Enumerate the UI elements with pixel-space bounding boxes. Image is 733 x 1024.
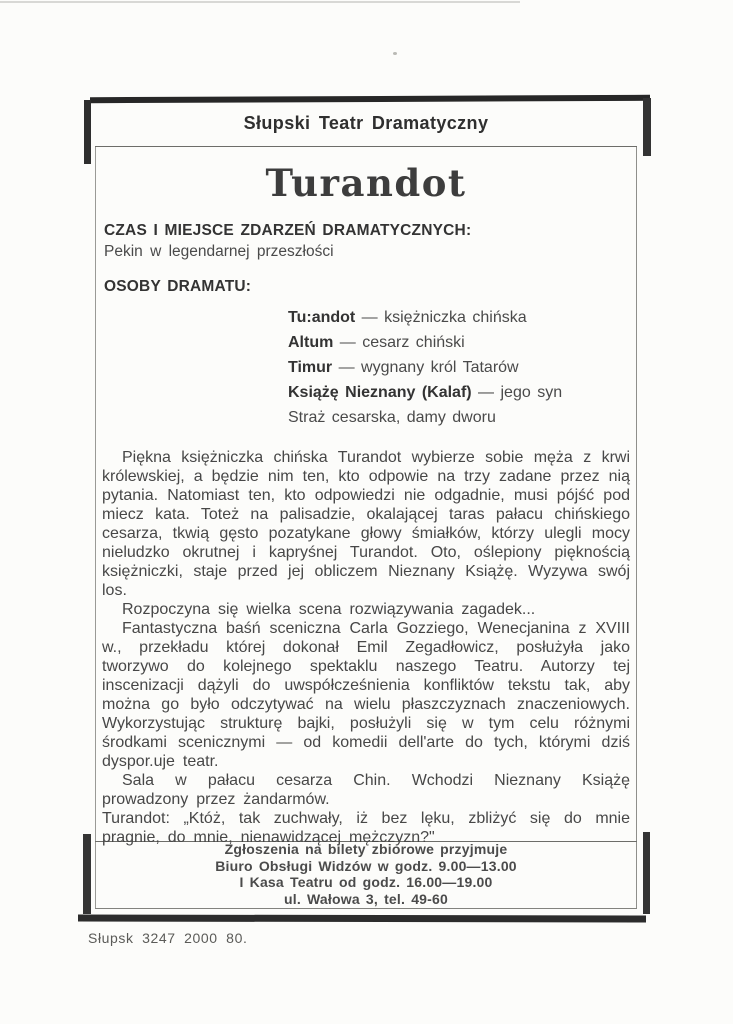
cast-separator: —	[333, 334, 363, 351]
cast-row	[288, 380, 630, 405]
cast-row	[288, 405, 630, 430]
frame-right-bottom-bar	[643, 832, 650, 914]
box-office-line: I Kasa Teatru od godz. 16.00—19.00	[239, 874, 493, 890]
cast-separator: —	[471, 384, 501, 401]
frame-left-bottom-bar	[83, 834, 91, 914]
frame-bottom-inner-rule	[95, 908, 637, 909]
header-box	[88, 100, 644, 146]
cast-role: Straż cesarska, damy dworu	[288, 409, 496, 426]
poster-frame	[88, 100, 644, 918]
box-office-notice	[96, 841, 636, 907]
synopsis	[102, 448, 630, 847]
frame-right-rule	[636, 146, 637, 908]
theater-name: Słupski Teatr Dramatyczny	[243, 112, 489, 133]
cast-list	[288, 305, 630, 430]
synopsis-quote-line: Turandot: „Któż, tak zuchwały, iż bez lęku, zbliżyć się do mnie pragnie, do mnie, nienawidzącej mężczyzn?"	[102, 810, 630, 846]
scan-edge-artifact	[0, 1, 520, 3]
box-office-line: Zgłoszenia na bilety zbiorowe przyjmuje	[224, 841, 508, 857]
box-office-line: Biuro Obsługi Widzów w godz. 9.00—13.00	[215, 857, 517, 874]
cast-row	[288, 330, 630, 355]
cast-name: Tu:andot	[288, 309, 356, 326]
time-place-value: Pekin w legendarnej przeszłości	[104, 243, 334, 260]
cast-role: cesarz chiński	[362, 334, 465, 351]
cast-row	[288, 305, 630, 330]
scan-speck-artifact	[393, 52, 397, 55]
cast-role: wygnany król Tatarów	[361, 359, 519, 376]
cast-separator: —	[332, 359, 362, 376]
box-office-line: ul. Wałowa 3, tel. 49-60	[284, 890, 448, 907]
cast-role: jego syn	[500, 384, 563, 401]
synopsis-paragraph: Piękna księżniczka chińska Turandot wybierze sobie męża z krwi królewskiej, a będzie nim ten, kto odpowie na trzy zadane przez nią pytania. Natomiast ten, kto odpowiedzi nie odgadnie, musi pójść pod miecz kata. Toteż na palisadzie, okalającej taras pałacu chińskiego cesarza, tkwią gęsto pozatykane głowy śmiałków, którzy ulegli mocy nieludzko okrutnej i kapryśnej Turandot. Oto, oślepiony pięknością księżniczki, staje przed jej obliczem Nieznany Książę. Wyzywa swój los.	[102, 449, 630, 599]
synopsis-paragraph: Sala w pałacu cesarza Chin. Wchodzi Nieznany Książę prowadzony przez żandarmów.	[102, 772, 630, 808]
cast-name: Timur	[288, 359, 333, 376]
play-title: Turandot	[265, 161, 467, 205]
print-imprint: Słupsk 3247 2000 80.	[88, 930, 248, 946]
cast-name: Książę Nieznany (Kalaf)	[288, 384, 472, 401]
cast-row	[288, 355, 630, 380]
synopsis-paragraph: Fantastyczna baśń sceniczna Carla Gozziego, Wenecjanina z XVIII w., przekładu której dokonał Emil Zegadłowicz, posłużyła jako tworzywo do kolejnego spektaklu naszego Teatru. Autorzy tej inscenizacji dążyli do uwspółcześnienia konfliktów tekstu tak, aby można go było odczytywać na wielu płaszczyznach znaczeniowych. Wykorzystując strukturę bajki, posłużyli się w tym celu różnymi środkami scenicznymi — od komedii dell'arte do tych, którymi dziś dyspor.uje teatr.	[102, 620, 630, 770]
frame-right-top-bar	[643, 98, 651, 156]
synopsis-paragraph: Rozpoczyna się wielka scena rozwiązywania zagadek...	[122, 601, 536, 618]
cast-heading: OSOBY DRAMATU:	[104, 278, 252, 295]
cast-name: Altum	[288, 334, 334, 351]
poster-content	[96, 147, 636, 846]
cast-separator: —	[355, 309, 385, 326]
time-place-heading: CZAS I MIEJSCE ZDARZEŃ DRAMATYCZNYCH:	[104, 222, 472, 239]
frame-bottom-bar	[78, 915, 646, 923]
cast-role: księżniczka chińska	[384, 309, 527, 326]
